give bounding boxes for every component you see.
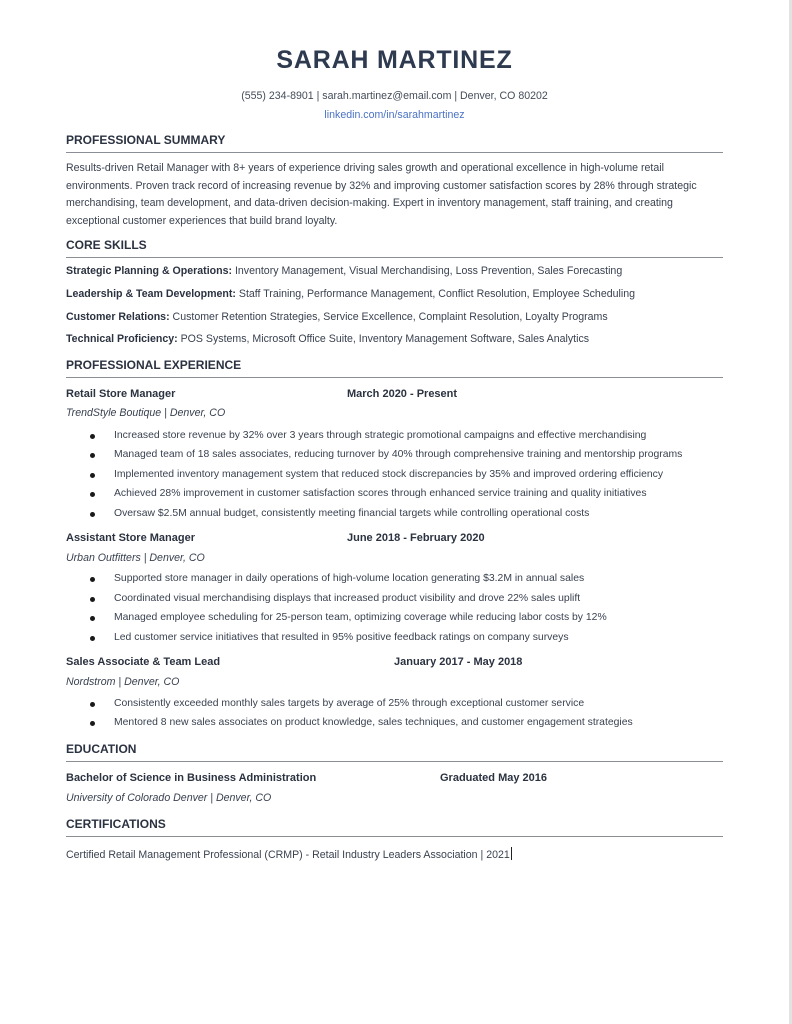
contact-line: (555) 234-8901 | sarah.martinez@email.com | Denver, CO 80202 [241, 90, 548, 102]
job-title: Assistant Store Manager [66, 532, 195, 544]
skill-value: Customer Retention Strategies, Service Excellence, Complaint Resolution, Loyalty Programs [169, 311, 608, 323]
skill-line [66, 333, 589, 345]
text-cursor [511, 847, 512, 860]
skill-value: Staff Training, Performance Management, Conflict Resolution, Employee Scheduling [235, 288, 635, 300]
job-dates: March 2020 - Present [347, 388, 458, 400]
section-divider [66, 152, 723, 153]
skill-label: Technical Proficiency: [66, 333, 178, 345]
bullet-icon [90, 616, 95, 621]
degree: Bachelor of Science in Business Administration [66, 772, 317, 784]
bullet-icon [90, 636, 95, 641]
graduation-date: Graduated May 2016 [440, 772, 547, 784]
job-dates: January 2017 - May 2018 [394, 656, 523, 668]
bullet-icon [90, 492, 95, 497]
school: University of Colorado Denver | Denver, CO [66, 792, 272, 804]
summary-text: Results-driven Retail Manager with 8+ years of experience driving sales growth and operational excellence in high-volume retail environments. Proven track record of increasing revenue by 32% and improving customer satisfaction scores by 28% through strategic merchandising, team development, and data-driven decision-making. Expert in inventory management, staff training, and creating exceptional customer experiences that build brand loyalty. [66, 162, 697, 227]
section-title-education: EDUCATION [66, 742, 137, 756]
certification-text: Certified Retail Management Professional (CRMP) - Retail Industry Leaders Association | 2021 [66, 849, 510, 861]
bullet-icon [90, 597, 95, 602]
bullet-icon [90, 512, 95, 517]
skill-value: Inventory Management, Visual Merchandising, Loss Prevention, Sales Forecasting [232, 265, 623, 277]
section-title-experience: PROFESSIONAL EXPERIENCE [66, 358, 242, 372]
section-title-summary: PROFESSIONAL SUMMARY [66, 133, 226, 147]
bullet-icon [90, 453, 95, 458]
section-title-skills: CORE SKILLS [66, 238, 147, 252]
certification-line[interactable] [66, 847, 512, 861]
bullet-icon [90, 434, 95, 439]
candidate-name: SARAH MARTINEZ [276, 46, 513, 74]
job-title: Sales Associate & Team Lead [66, 656, 221, 668]
job-company: Nordstrom | Denver, CO [66, 676, 180, 688]
section-divider [66, 836, 723, 837]
linkedin-link[interactable]: linkedin.com/in/sarahmartinez [324, 109, 465, 121]
skill-line [66, 311, 608, 323]
skill-label: Customer Relations: [66, 311, 170, 323]
skill-label: Leadership & Team Development: [66, 288, 236, 300]
bullet-icon [90, 473, 95, 478]
section-divider [66, 761, 723, 762]
bullet-icon [90, 577, 95, 582]
job-dates: June 2018 - February 2020 [347, 532, 485, 544]
bullet-icon [90, 721, 95, 726]
job-company: Urban Outfitters | Denver, CO [66, 552, 205, 564]
skill-line [66, 265, 622, 277]
skill-value: POS Systems, Microsoft Office Suite, Inventory Management Software, Sales Analytics [177, 333, 590, 345]
section-divider [66, 257, 723, 258]
skill-label: Strategic Planning & Operations: [66, 265, 232, 277]
job-title: Retail Store Manager [66, 388, 176, 400]
skill-line [66, 288, 635, 300]
section-title-certifications: CERTIFICATIONS [66, 817, 166, 831]
section-divider [66, 377, 723, 378]
bullet-icon [90, 702, 95, 707]
job-company: TrendStyle Boutique | Denver, CO [66, 407, 226, 419]
